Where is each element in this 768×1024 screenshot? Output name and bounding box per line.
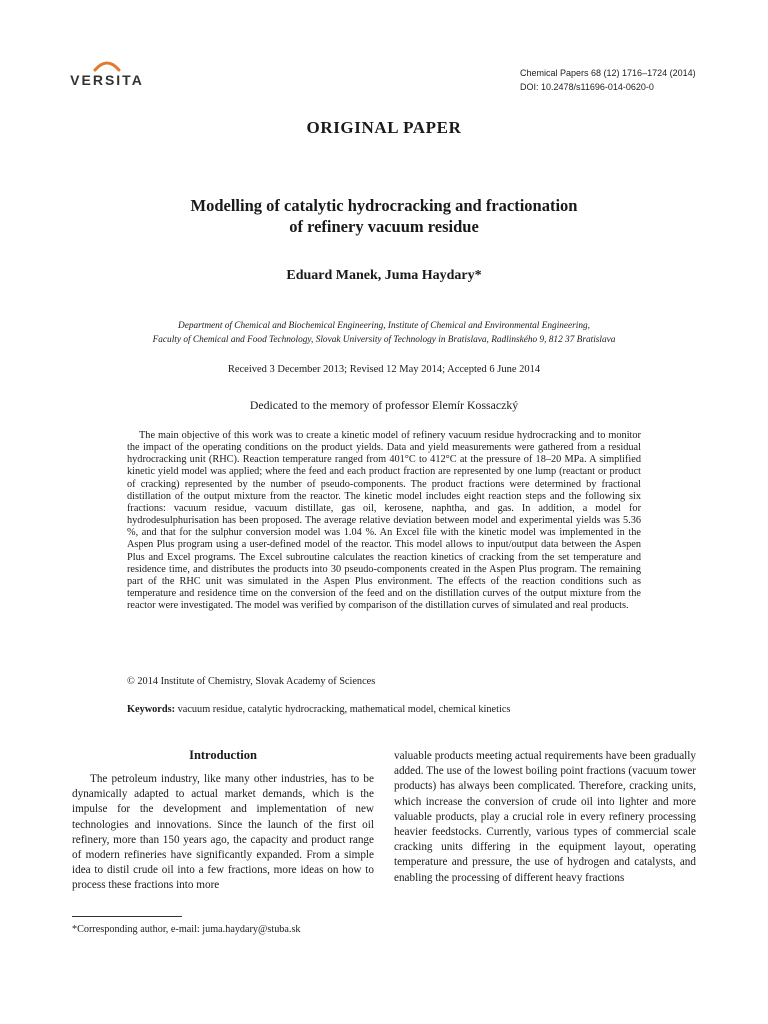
- corresponding-author-footnote: *Corresponding author, e-mail: juma.haydary@stuba.sk: [72, 924, 301, 935]
- affiliation-line-1: Department of Chemical and Biochemical Engineering, Institute of Chemical and Environmental Engineering,: [178, 321, 590, 331]
- body-column-left: [72, 772, 374, 894]
- paper-title: [0, 195, 768, 237]
- doi: DOI: 10.2478/s11696-014-0620-0: [520, 82, 654, 92]
- copyright: © 2014 Institute of Chemistry, Slovak Academy of Sciences: [127, 676, 376, 687]
- keywords-text: vacuum residue, catalytic hydrocracking, mathematical model, chemical kinetics: [177, 704, 511, 715]
- keywords: [127, 704, 510, 715]
- citation-block: [520, 66, 720, 94]
- journal-citation: Chemical Papers 68 (12) 1716–1724 (2014): [520, 68, 696, 78]
- abstract-text: The main objective of this work was to create a kinetic model of refinery vacuum residue hydrocracking and to monitor the impact of the operating conditions on the product yields. Data and yield measurements were gathered from a residual hydrocracking unit (RHC). Reaction temperature ranged from 401°C to 412°C at the pressure of 18–20 MPa. A simplified kinetic yield model was applied; where the feed and each product fraction are represented by one lump (reactant or product of cracking) represented by the number of pseudo-components. The product fractions were determined by fractional distillation of the output mixture from the reactor. The kinetic model includes eight reaction steps and the following six fractions: vacuum residue, vacuum distillate, gas oil, kerosene, naphtha, and gas. In addition, a model for hydrodesulphurisation has been proposed. The average relative deviation between model and experimental yields was 5.36 %, and that for the sulphur conversion model was 1.04 %. An Excel file with the kinetic model was implemented in the Aspen Plus program using a user-defined model of the reactor. This model allows to input/output data between the Aspen Plus and Excel programs. The Excel subroutine calculates the reaction kinetics of cracking from the set temperature and residence time, and distributes the products into 30 pseudo-components created in the Aspen Plus program. The remaining part of the RHC unit was simulated in the Aspen Plus environment. The effects of the reaction conditions such as temperature and residence time on the conversion of the feed and on the distillation curves of the output mixture from the reactor were investigated. The model was verified by comparison of the distillation curves of simulated and real products.: [127, 430, 641, 612]
- logo-text: VERSITA: [70, 72, 144, 88]
- affiliation: [0, 319, 768, 347]
- publisher-logo: [70, 58, 144, 90]
- keywords-label: Keywords:: [127, 704, 176, 715]
- title-line-1: Modelling of catalytic hydrocracking and fractionation: [190, 196, 578, 215]
- received-dates: Received 3 December 2013; Revised 12 May 2014; Accepted 6 June 2014: [227, 364, 541, 375]
- footnote-divider: [72, 916, 182, 917]
- authors: Eduard Manek, Juma Haydary*: [286, 268, 482, 283]
- intro-paragraph-right: valuable products meeting actual requirements have been gradually added. The use of the lowest boiling point fractions (vacuum tower products) has always been complicated. Therefore, cracking units, which increase the conversion of crude oil into lighter and more valuable products, play a crucial role in every refinery processing heavier feedstocks. Currently, various types of commercial scale cracking units differing in the equipment layout, operating temperature and pressure, the use of hydrogen and catalysts, and enabling the processing of different heavy fractions: [394, 750, 696, 884]
- affiliation-line-2: Faculty of Chemical and Food Technology, Slovak University of Technology in Bratislava, Radlinského 9, 812 37 Bratislava: [152, 335, 616, 345]
- intro-paragraph-left: The petroleum industry, like many other industries, has to be dynamically adapted to actual market demands, which is the impulse for the development and implementation of new technologies and innovations. Since the launch of the first oil refinery, more than 150 years ago, the capacity and product range of modern refineries have significantly expanded. From a simple idea to distil crude oil into a few fractions, more ideas on how to process these fractions into more: [72, 773, 374, 892]
- logo-arc-icon: [92, 58, 122, 72]
- dedication: Dedicated to the memory of professor Elemír Kossaczký: [249, 398, 519, 412]
- body-column-right: [394, 749, 696, 886]
- abstract: [127, 430, 641, 612]
- paper-type: ORIGINAL PAPER: [306, 118, 462, 137]
- title-line-2: of refinery vacuum residue: [289, 217, 479, 236]
- section-heading-introduction: Introduction: [189, 748, 257, 762]
